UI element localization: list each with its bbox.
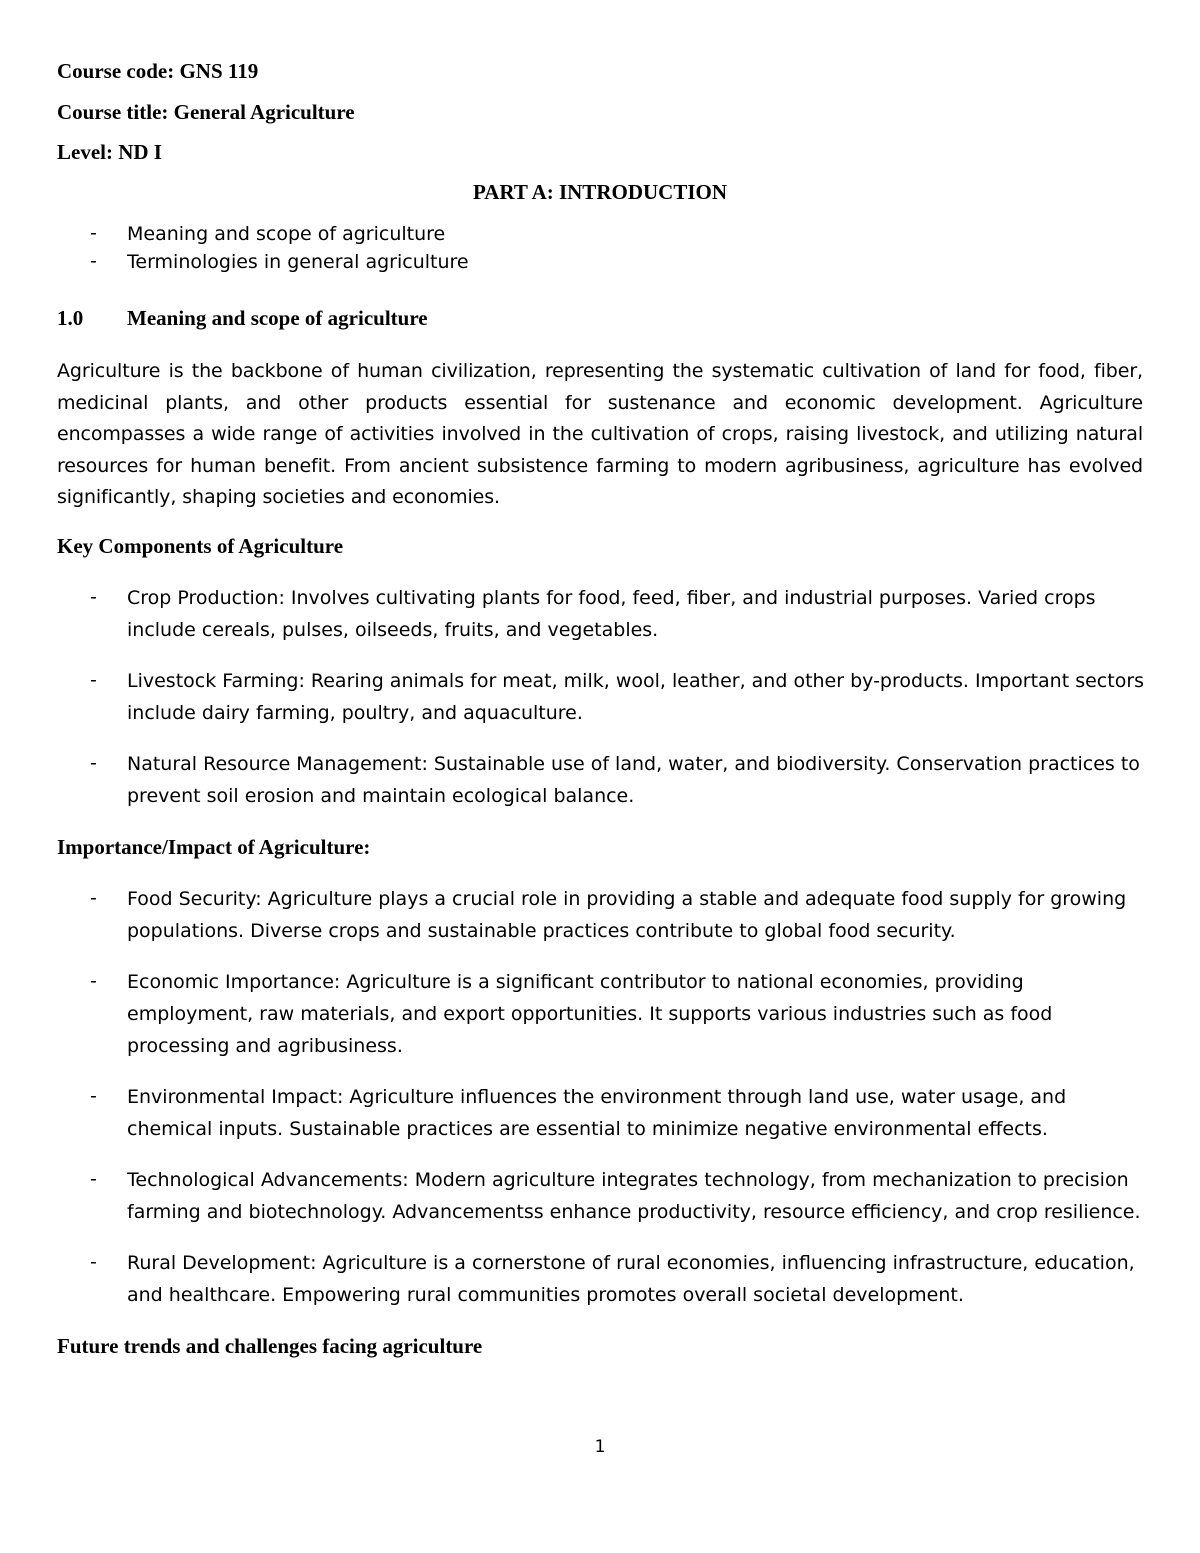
page-number: 1 bbox=[594, 1437, 606, 1457]
toc-item: Meaning and scope of agriculture bbox=[127, 223, 446, 245]
part-title: PART A: INTRODUCTION bbox=[472, 180, 727, 204]
list-bullet: - bbox=[90, 1085, 97, 1107]
list-bullet: - bbox=[90, 586, 97, 608]
list-bullet: - bbox=[90, 1251, 97, 1273]
toc-item: Terminologies in general agriculture bbox=[127, 251, 469, 273]
list-item: Economic Importance: Agriculture is a significant contributor to national economies, providing employment, raw materials, and export opportunities. It supports various industries such as food processing and agribusiness. bbox=[127, 971, 1053, 1057]
importance-heading: Importance/Impact of Agriculture: bbox=[57, 835, 371, 859]
course-code: Course code: GNS 119 bbox=[57, 59, 259, 83]
list-item: Livestock Farming: Rearing animals for meat, milk, wool, leather, and other by-products. Important sectors include dairy farming, poultry, and aquaculture. bbox=[127, 670, 1145, 724]
toc-bullet: - bbox=[90, 250, 97, 272]
list-item: Crop Production: Involves cultivating plants for food, feed, fiber, and industrial purposes. Varied crops include cereals, pulses, oilseeds, fruits, and vegetables. bbox=[127, 587, 1096, 641]
list-item: Natural Resource Management: Sustainable use of land, water, and biodiversity. Conservation practices to prevent soil erosion and maintain ecological balance. bbox=[127, 753, 1140, 807]
course-title: Course title: General Agriculture bbox=[57, 100, 355, 124]
list-bullet: - bbox=[90, 752, 97, 774]
list-bullet: - bbox=[90, 970, 97, 992]
list-bullet: - bbox=[90, 669, 97, 691]
list-item: Rural Development: Agriculture is a cornerstone of rural economies, influencing infrastructure, education, and healthcare. Empowering rural communities promotes overall societal development. bbox=[127, 1252, 1135, 1306]
section-number: 1.0 bbox=[57, 306, 84, 330]
future-heading: Future trends and challenges facing agriculture bbox=[57, 1334, 483, 1358]
list-item: Technological Advancements: Modern agriculture integrates technology, from mechanization to precision farming and biotechnology. Advancementss enhance productivity, resource efficiency, and crop resilience. bbox=[127, 1169, 1141, 1223]
list-bullet: - bbox=[90, 1168, 97, 1190]
toc-bullet: - bbox=[90, 222, 97, 244]
list-item: Food Security: Agriculture plays a crucial role in providing a stable and adequate food supply for growing populations. Diverse crops and sustainable practices contribute to global food security. bbox=[127, 888, 1127, 942]
key-components-heading: Key Components of Agriculture bbox=[57, 534, 344, 558]
list-bullet: - bbox=[90, 887, 97, 909]
section-title: Meaning and scope of agriculture bbox=[127, 306, 428, 330]
course-level: Level: ND I bbox=[57, 140, 162, 164]
list-item: Environmental Impact: Agriculture influences the environment through land use, water usage, and chemical inputs. Sustainable practices are essential to minimize negative environmental effects. bbox=[127, 1086, 1067, 1140]
intro-paragraph: Agriculture is the backbone of human civilization, representing the systematic cultivation of land for food, fiber, medicinal plants, and other products essential for sustenance and economic development. Agriculture encompasses a wide range of activities involved in the cultivation of crops, raising livestock, and utilizing natural resources for human benefit. From ancient subsistence farming to modern agribusiness, agriculture has evolved significantly, shaping societies and economies. bbox=[57, 360, 1143, 508]
